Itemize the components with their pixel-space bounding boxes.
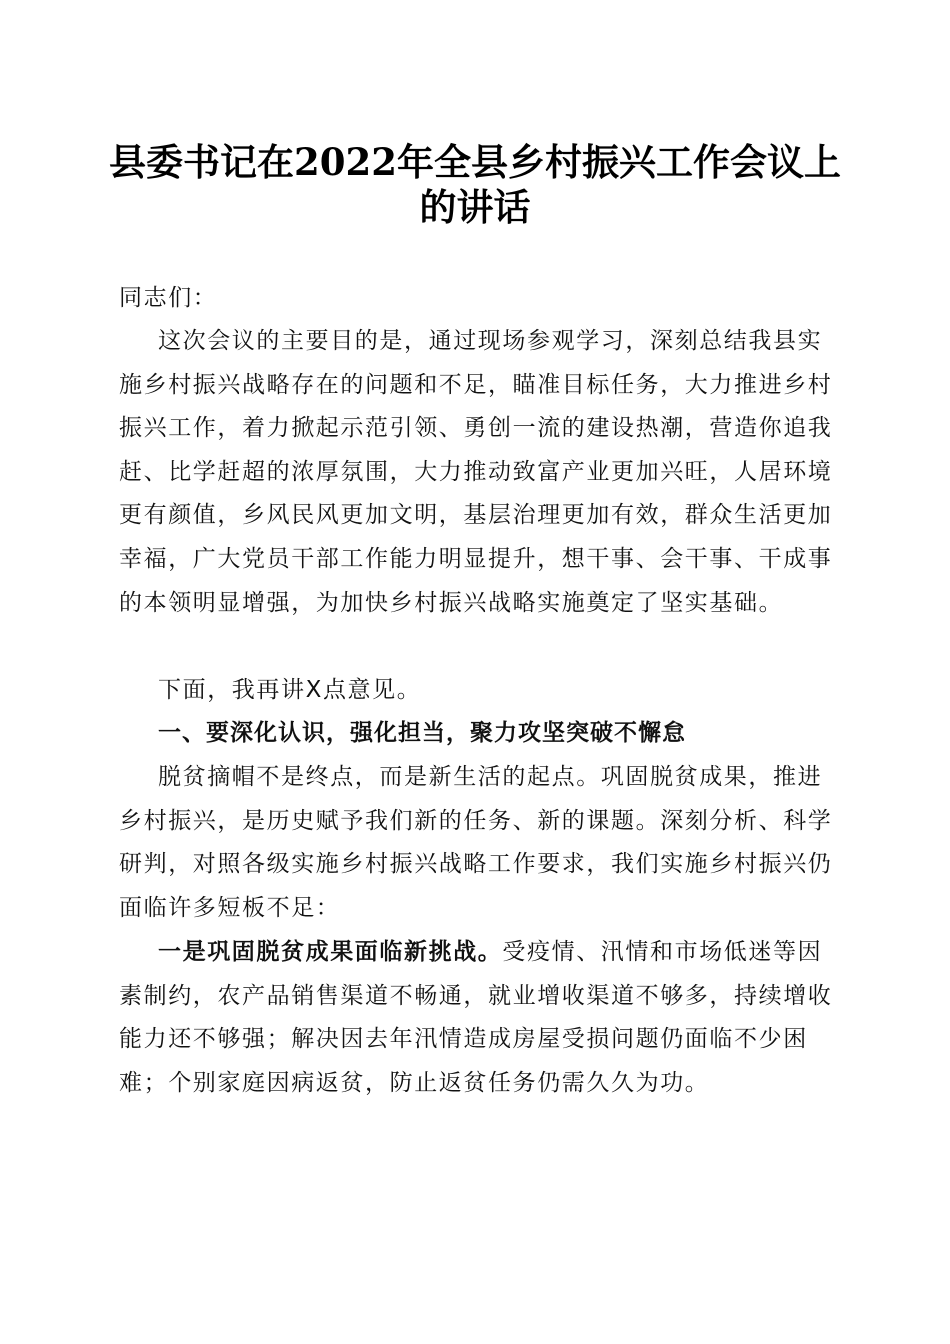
paragraph-transition: 下面，我再讲X点意见。: [158, 677, 422, 703]
paragraph-point-1: [119, 931, 839, 1105]
salutation: 同志们：: [119, 285, 218, 311]
paragraph-section-1: 脱贫摘帽不是终点，而是新生活的起点。巩固脱贫成果，推进乡村振兴，是历史赋予我们新的任务、新的课题。深刻分析、科学研判，对照各级实施乡村振兴战略工作要求，我们实施乡村振兴仍面临许多短板不足：: [119, 764, 833, 921]
document-title-line-1: 县委书记在2022年全县乡村振兴工作会议上: [109, 140, 841, 184]
point-1-lead: 一是巩固脱贫成果面临新挑战。: [158, 939, 503, 965]
section-heading-1: 一、要深化认识，强化担当，聚力攻坚突破不懈怠: [158, 720, 686, 746]
document-title-line-2: 的讲话: [419, 185, 531, 229]
paragraph-intro: 这次会议的主要目的是，通过现场参观学习，深刻总结我县实施乡村振兴战略存在的问题和不足，瞄准目标任务，大力推进乡村振兴工作，着力掀起示范引领、勇创一流的建设热潮，营造你追我赶、比学赶超的浓厚氛围，大力推动致富产业更加兴旺，人居环境更有颜值，乡风民风更加文明，基层治理更加有效，群众生活更加幸福，广大党员干部工作能力明显提升，想干事、会干事、干成事的本领明显增强，为加快乡村振兴战略实施奠定了坚实基础。: [119, 328, 833, 616]
point-1-body: 受疫情、汛情和市场低迷等因素制约，农产品销售渠道不畅通，就业增收渠道不够多，持续增收能力还不够强；解决因去年汛情造成房屋受损问题仍面临不少困难；个别家庭因病返贫，防止返贫任务仍需久久为功。: [119, 939, 833, 1096]
